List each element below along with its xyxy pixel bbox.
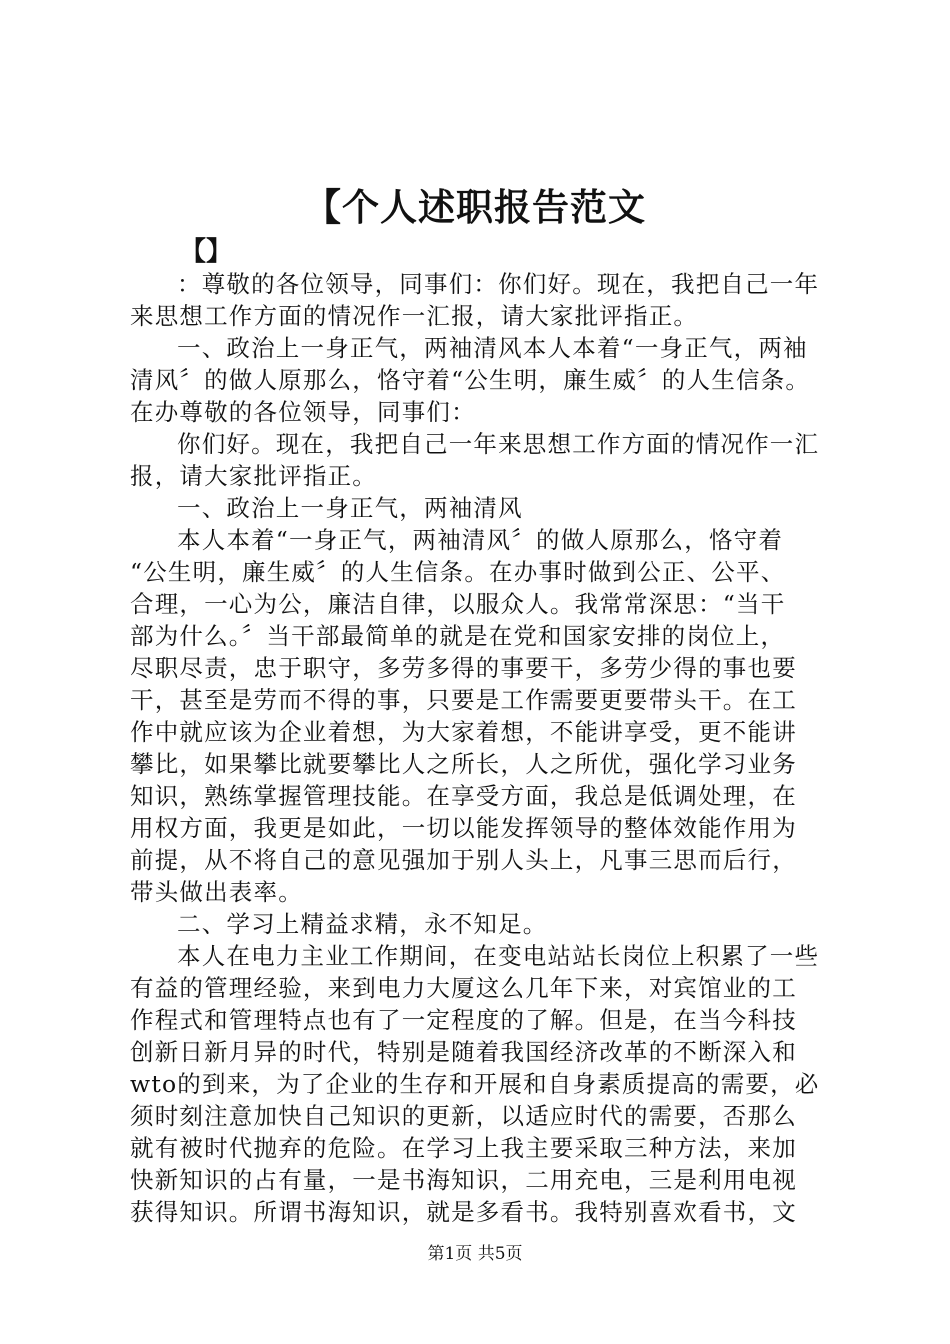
- body-line: 带头做出表率。: [130, 878, 303, 906]
- body-line: 清风〞的做人原那么，恪守着“公生明，廉生威〞的人生信条。: [130, 366, 811, 394]
- body-line: 知识，熟练掌握管理技能。在享受方面，我总是低调处理，在: [130, 782, 797, 810]
- body-line: 获得知识。所谓书海知识，就是多看书。我特别喜欢看书，文: [130, 1198, 797, 1226]
- body-line: 报，请大家批评指正。: [130, 462, 377, 490]
- body-line: 攀比，如果攀比就要攀比人之所长，人之所优，强化学习业务: [130, 750, 797, 778]
- document-body: [130, 268, 835, 1228]
- body-line: 二、学习上精益求精，永不知足。: [177, 910, 548, 938]
- body-line: 干，甚至是劳而不得的事，只要是工作需要更要带头干。在工: [130, 686, 797, 714]
- page-number-footer: 第1页 共5页: [427, 1244, 523, 1264]
- body-line: 一、政治上一身正气，两袖清风: [177, 494, 523, 522]
- body-line: wto的到来，为了企业的生存和开展和自身素质提高的需要，必: [130, 1070, 820, 1098]
- body-line: 就有被时代抛弃的危险。在学习上我主要采取三种方法，来加: [130, 1134, 797, 1162]
- body-line: 在办尊敬的各位领导，同事们：: [130, 398, 476, 426]
- body-line: 创新日新月异的时代，特别是随着我国经济改革的不断深入和: [130, 1038, 797, 1066]
- body-line: 部为什么。〞当干部最简单的就是在党和国家安排的岗位上，: [130, 622, 786, 650]
- body-line: ：尊敬的各位领导，同事们：你们好。现在，我把自己一年: [177, 270, 820, 298]
- body-line: 前提，从不将自己的意见强加于别人头上，凡事三思而后行，: [130, 846, 797, 874]
- body-line: 一、政治上一身正气，两袖清风本人本着“一身正气，两袖: [177, 334, 808, 362]
- document-title: 【个人述职报告范文: [304, 185, 646, 229]
- body-line: 有益的管理经验，来到电力大厦这么几年下来，对宾馆业的工: [130, 974, 797, 1002]
- body-line: 尽职尽责，忠于职守，多劳多得的事要干，多劳少得的事也要: [130, 654, 797, 682]
- body-line: 用权方面，我更是如此，一切以能发挥领导的整体效能作用为: [130, 814, 797, 842]
- body-line: 本人本着“一身正气，两袖清风〞的做人原那么，恪守着: [177, 526, 784, 554]
- body-line: 作中就应该为企业着想，为大家着想，不能讲享受，更不能讲: [130, 718, 797, 746]
- body-line: “公生明，廉生威〞的人生信条。在办事时做到公正、公平、: [130, 558, 786, 586]
- body-line: 须时刻注意加快自己知识的更新，以适应时代的需要，否那么: [130, 1102, 797, 1130]
- body-line: 快新知识的占有量，一是书海知识，二用充电，三是利用电视: [130, 1166, 797, 1194]
- body-line: 来思想工作方面的情况作一汇报，请大家批评指正。: [130, 302, 699, 330]
- body-line: 合理，一心为公，廉洁自律，以服众人。我常常深思：“当干: [130, 590, 786, 618]
- body-line: 本人在电力主业工作期间，在变电站站长岗位上积累了一些: [177, 942, 820, 970]
- body-line: 你们好。现在，我把自己一年来思想工作方面的情况作一汇: [177, 430, 820, 458]
- document-subtitle: 【】: [180, 237, 233, 267]
- body-line: 作程式和管理特点也有了一定程度的了解。但是，在当今科技: [130, 1006, 797, 1034]
